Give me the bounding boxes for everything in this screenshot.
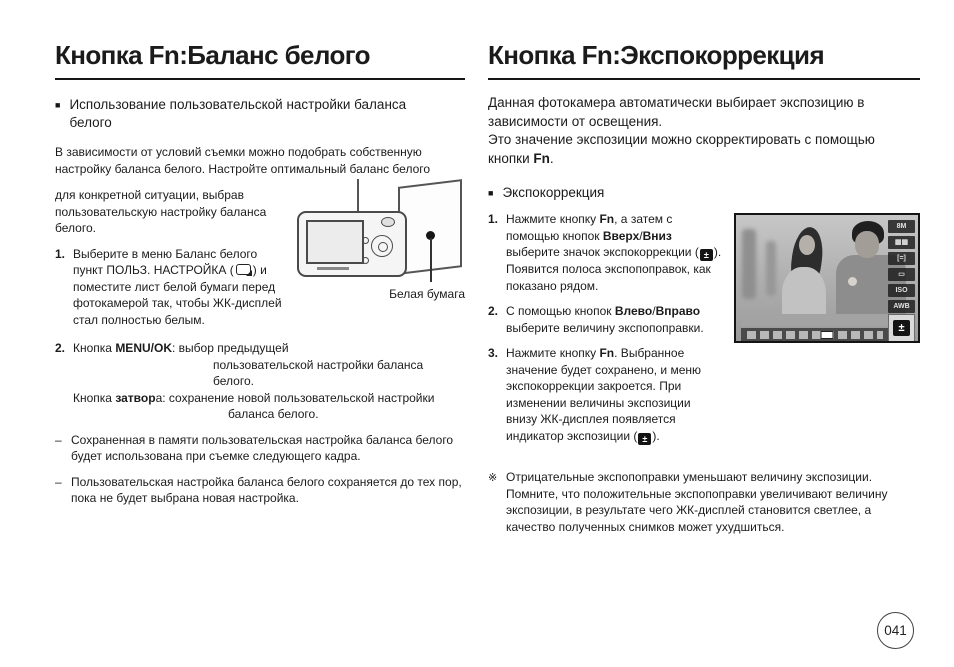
right-step-1: [488, 211, 724, 294]
quality-icon: ▦▦: [888, 236, 915, 249]
step-text: Кнопка MENU/OK: выбор предыдущей: [73, 341, 289, 355]
exposure-compensation-selected-box: [888, 314, 915, 342]
footnote: [488, 469, 920, 535]
shutter-button-line: Кнопка затвора: сохранение новой пользовательской настройки: [73, 390, 435, 405]
right-step-3: [488, 345, 724, 445]
background-shape: [742, 229, 756, 299]
drive-single-icon: ▭: [888, 268, 915, 281]
left-step-2: [55, 340, 465, 423]
fn-button-label: Fn: [599, 212, 615, 226]
step-text: Нажмите кнопку Fn. Выбранное значение будет сохранено, и меню экспокоррекции закроется. При изменении величины экспозиции внизу ЖК-дисплея появляется индикатор экспозиции ( ± ).: [506, 346, 701, 444]
step-text: Нажмите кнопку Fn, а затем с помощью кнопок Вверх/Вниз выберите значок экспокоррекции ( ± ). Появится полоса экспопоправок, как показано рядом.: [506, 212, 722, 293]
right-column: [488, 40, 920, 535]
exposure-compensation-icon: ±: [638, 433, 651, 445]
camera-button-top: [362, 237, 369, 244]
footnote-text: Отрицательные экспопоправки уменьшают величину экспозиции. Помните, что положительные экспопоправки увеличивают величину экспозиции, в результате чего ЖК-дисплей становится светлее, а качество полученных снимков может ухудшиться.: [506, 470, 888, 534]
image-size-icon: 8M: [888, 220, 915, 233]
step-text-continuation: пользовательской настройки баланса белого.: [213, 357, 424, 388]
dash-marker: –: [55, 432, 62, 447]
fn-button-label: Fn: [599, 346, 615, 361]
right-page-title: Кнопка Fn:Экспокоррекция: [488, 40, 920, 80]
camera-dpad: [371, 235, 393, 257]
right-section-heading-text: Экспокоррекция: [502, 185, 605, 200]
note-dash-item: [55, 474, 465, 507]
left-column: [55, 40, 465, 507]
reference-mark-icon: ※: [488, 472, 498, 484]
white-paper-caption: Белая бумага: [389, 287, 465, 301]
step-number: 2.: [55, 341, 66, 355]
woman-figure-face: [799, 235, 815, 255]
step-number: 3.: [488, 346, 499, 361]
man-figure-face: [855, 231, 879, 258]
exposure-bar-background: [741, 314, 889, 326]
camera-lcd: [306, 220, 364, 264]
menu-ok-button-label: MENU/OK: [115, 341, 172, 355]
left-intro-paragraph-wrapped: для конкретной ситуации, выбрав пользовательскую настройку баланса белого.: [55, 188, 267, 235]
camera-illustration: [295, 179, 465, 301]
left-intro-paragraph: В зависимости от условий съемки можно подобрать собственную настройку баланса белого. Настройте оптимальный баланс белого: [55, 145, 431, 176]
fn-button-label: Fn: [533, 150, 550, 166]
left-page-title: Кнопка Fn:Баланс белого: [55, 40, 465, 80]
step-text: С помощью кнопок Влево/Вправо выберите величину экспопоправки.: [506, 304, 704, 335]
dash-item-text: Пользовательская настройка баланса белого сохраняется до тех пор, пока не будет выбрана новая настройка.: [71, 474, 462, 505]
exposure-bar: [741, 328, 889, 342]
right-section-heading: [488, 184, 920, 202]
metering-icon: [=]: [888, 252, 915, 265]
right-steps: [488, 211, 920, 445]
step-text-continuation: баланса белого.: [228, 407, 319, 421]
right-step-2: [488, 303, 724, 336]
right-button-label: Вправо: [655, 304, 701, 319]
left-button-label: Влево: [614, 304, 653, 319]
up-button-label: Вверх: [602, 228, 640, 243]
exposure-compensation-icon: ±: [893, 320, 910, 336]
step-number: 2.: [488, 304, 499, 319]
exposure-bar-selected-segment: [821, 331, 834, 339]
step-text: Выберите в меню Баланс белого пункт ПОЛЬЗ. НАСТРОЙКА ( ) и поместите лист белой бумаги перед фотокамерой так, чтобы ЖК-дисплей стал полностью белым.: [73, 246, 282, 327]
left-step-1: [55, 246, 287, 329]
camera-thumb-rest: [381, 217, 395, 227]
bullet-square-icon: ■: [488, 188, 494, 198]
camera-back: [297, 211, 407, 277]
exposure-compensation-icon: ±: [700, 249, 713, 261]
camera-button-bottom: [362, 257, 369, 264]
exposure-bar-segments: [747, 331, 883, 339]
camera-brand-mark: [317, 267, 349, 270]
note-dash-item: [55, 432, 465, 465]
dash-item-text: Сохраненная в памяти пользовательская настройка баланса белого будет использована при съемке следующего кадра.: [71, 432, 454, 463]
fn-menu-icon-strip: [888, 220, 915, 316]
shutter-button-label: затвор: [115, 390, 156, 405]
white-balance-icon: AWB: [888, 300, 915, 313]
right-intro-paragraph: Данная фотокамера автоматически выбирает экспозицию в зависимости от освещения. Это значение экспозиции можно скорректировать с помощью кнопки Fn.: [488, 95, 875, 166]
bullet-square-icon: ■: [55, 100, 61, 110]
flower: [848, 277, 857, 286]
page-number-badge: 041: [877, 612, 914, 649]
dash-marker: –: [55, 474, 62, 489]
custom-white-balance-icon: [236, 264, 251, 275]
callout-leader-line: [430, 238, 432, 282]
iso-icon: ISO: [888, 284, 915, 297]
left-section-heading-text: Использование пользовательской настройки баланса белого: [69, 97, 407, 130]
camera-lcd-screenshot: [734, 213, 920, 343]
step-number: 1.: [488, 212, 499, 226]
left-section-heading: [55, 96, 465, 132]
down-button-label: Вниз: [642, 228, 672, 243]
step-number: 1.: [55, 246, 66, 261]
background-shape: [766, 241, 776, 296]
